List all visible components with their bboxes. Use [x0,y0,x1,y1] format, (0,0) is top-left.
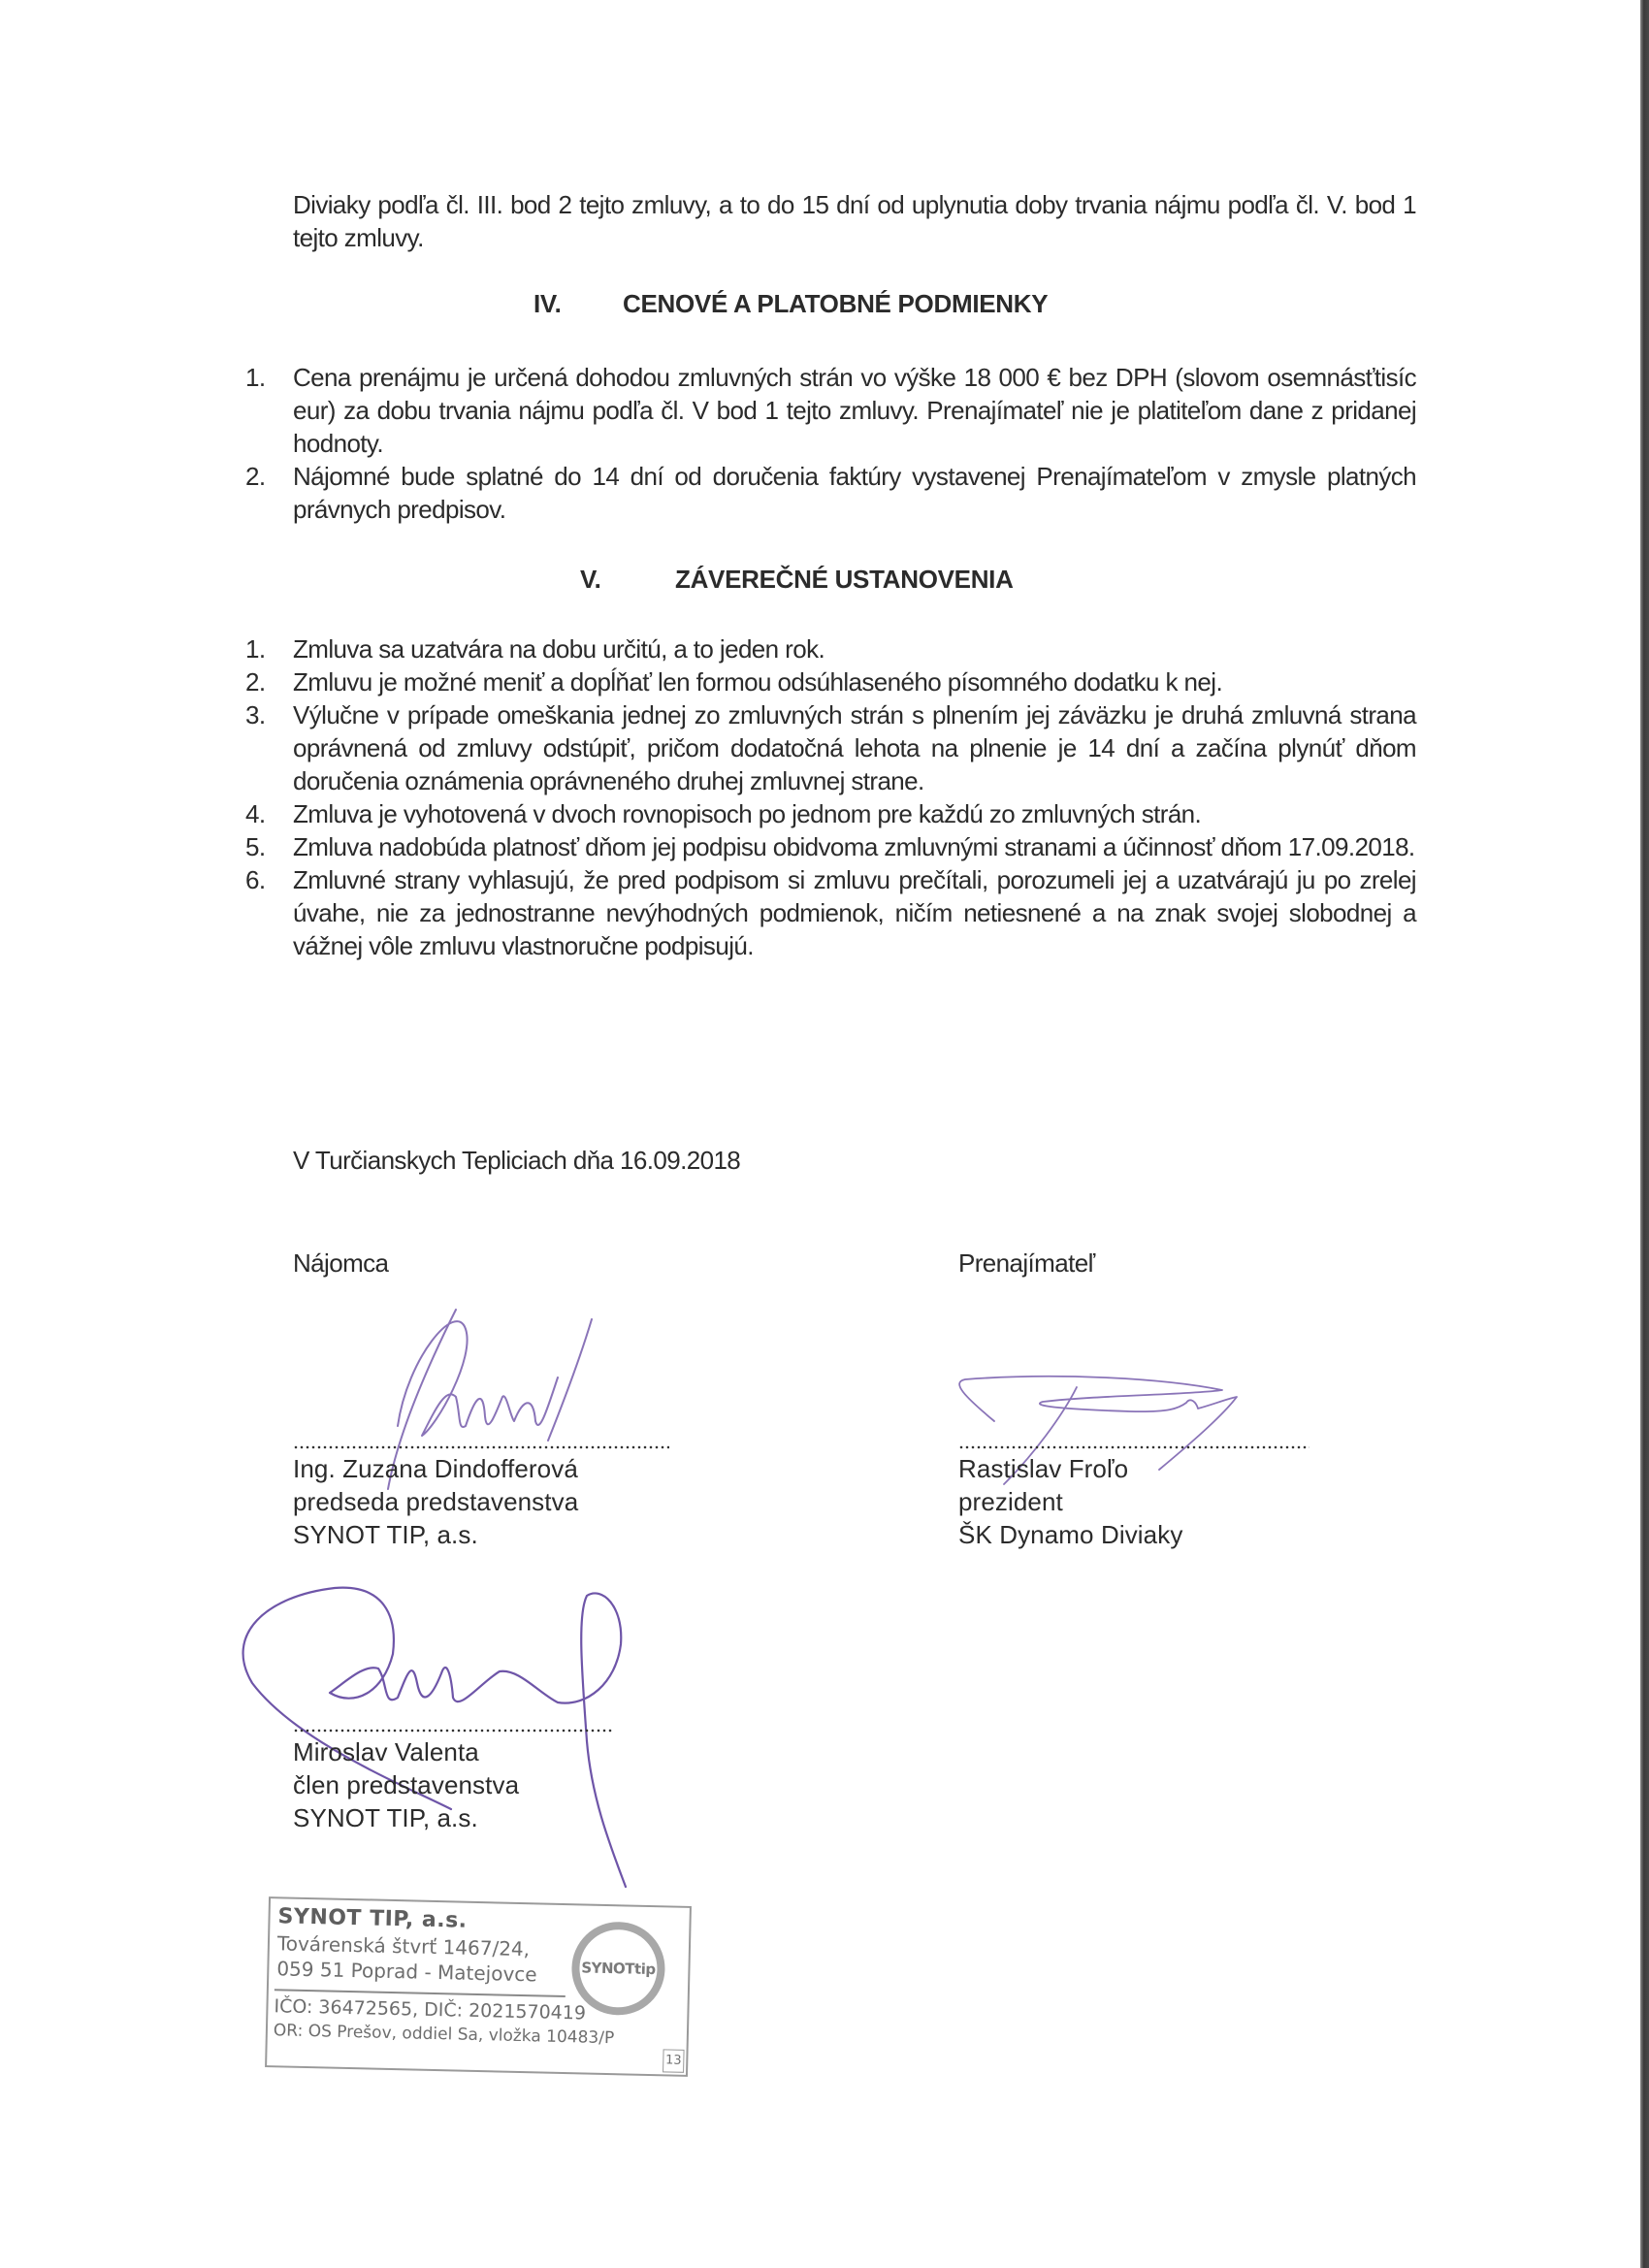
signatory-role: člen predstavenstva [293,1770,520,1799]
item-number: 2. [245,667,266,697]
list-item [245,863,1416,962]
stamp-registration: OR: OS Prešov, oddiel Sa, vložka 10483/P [273,2021,615,2049]
signatory-org: ŠK Dynamo Diviaky [958,1520,1183,1549]
intro-paragraph: Diviaky podľa čl. III. bod 2 tejto zmluvy, a to do 15 dní od uplynutia doby trvania nájmu podľa čl. V. bod 1 tejto zmluvy. [293,190,1416,252]
section-iv-list [245,361,1416,526]
item-text: Zmluva nadobúda platnosť dňom jej podpisu obidvoma zmluvnými stranami a účinnosť dňom 17.09.2018. [293,832,1415,861]
list-item [245,698,1416,797]
section-v-list [245,632,1416,962]
list-item [245,665,1416,698]
item-text: Nájomné bude splatné do 14 dní od doručenia faktúry vystavenej Prenajímateľom v zmysle platných právnych predpisov. [293,462,1416,524]
item-text: Zmluvu je možné meniť a dopĺňať len formou odsúhlaseného písomného dodatku k nej. [293,667,1223,697]
place-date: V Turčianskych Tepliciach dňa 16.09.2018 [293,1146,741,1175]
tenant-label: Nájomca [293,1248,389,1278]
stamp-address-line1: Továrenská štvrť 1467/24, [276,1931,531,1961]
item-text: Zmluva sa uzatvára na dobu určitú, a to jeden rok. [293,634,825,664]
section-title: CENOVÉ A PLATOBNÉ PODMIENKY [623,289,1049,318]
signatory-name: Ing. Zuzana Dindofferová [293,1454,578,1483]
stamp-company: SYNOT TIP, a.s. [277,1904,468,1933]
scan-edge-strip [1640,0,1649,2268]
item-text: Výlučne v prípade omeškania jednej zo zmluvných strán s plnením jej záväzku je druhá zmluvná strana oprávnená od zmluvy odstúpiť, pričom dodatočná lehota na plnenie je 14 dní a začína plynúť dňom doručenia oznámenia oprávneného druhej zmluvnej strane. [293,700,1416,795]
signature-line [958,1445,1310,1449]
signatory-role: prezident [958,1487,1063,1516]
item-text: Zmluva je vyhotovená v dvoch rovnopisoch po jednom pre každú zo zmluvných strán. [293,799,1202,828]
signatory-org: SYNOT TIP, a.s. [293,1520,478,1549]
stamp-seal-text: SYNOTtip [581,1959,656,1979]
item-number: 5. [245,832,266,861]
item-number: 2. [245,462,266,491]
item-number: 1. [245,363,266,392]
signatory-name: Miroslav Valenta [293,1737,479,1766]
list-item [245,830,1416,863]
signatory-role: predseda predstavenstva [293,1487,579,1516]
item-number: 3. [245,700,266,729]
item-text: Cena prenájmu je určená dohodou zmluvných strán vo výške 18 000 € bez DPH (slovom osemnásťtisíc eur) za dobu trvania nájmu podľa čl. V bod 1 tejto zmluvy. Prenajímateľ nie je platiteľom dane z pridanej hodnoty. [293,363,1416,458]
stamp-address-line2: 059 51 Poprad - Matejovce [276,1957,537,1987]
stamp-seal-logo-icon [570,1921,665,2016]
list-item [245,460,1416,526]
landlord-label: Prenajímateľ [958,1248,1095,1278]
section-number: IV. [534,289,562,318]
list-item [245,361,1416,460]
signature-line [293,1729,613,1733]
section-number: V. [580,565,601,594]
list-item [245,797,1416,830]
item-number: 6. [245,865,266,894]
signatory-org: SYNOT TIP, a.s. [293,1803,478,1832]
item-number: 1. [245,634,266,664]
stamp-page-mark: 13 [663,2049,685,2072]
item-number: 4. [245,799,266,828]
signatory-name: Rastislav Froľo [958,1454,1129,1483]
company-stamp [265,1896,692,2077]
list-item [245,632,1416,665]
signature-line [293,1445,669,1449]
section-title: ZÁVEREČNÉ USTANOVENIA [675,565,1014,594]
item-text: Zmluvné strany vyhlasujú, že pred podpisom si zmluvu prečítali, porozumeli jej a uzatvárajú ju po zrelej úvahe, nie za jednostranne nevýhodných podmienok, ničím netiesnené a na znak svojej slobodnej a vážnej vôle zmluvu vlastnoručne podpisujú. [293,865,1416,960]
stamp-ids: IČO: 36472565, DIČ: 2021570419 [274,1995,587,2025]
